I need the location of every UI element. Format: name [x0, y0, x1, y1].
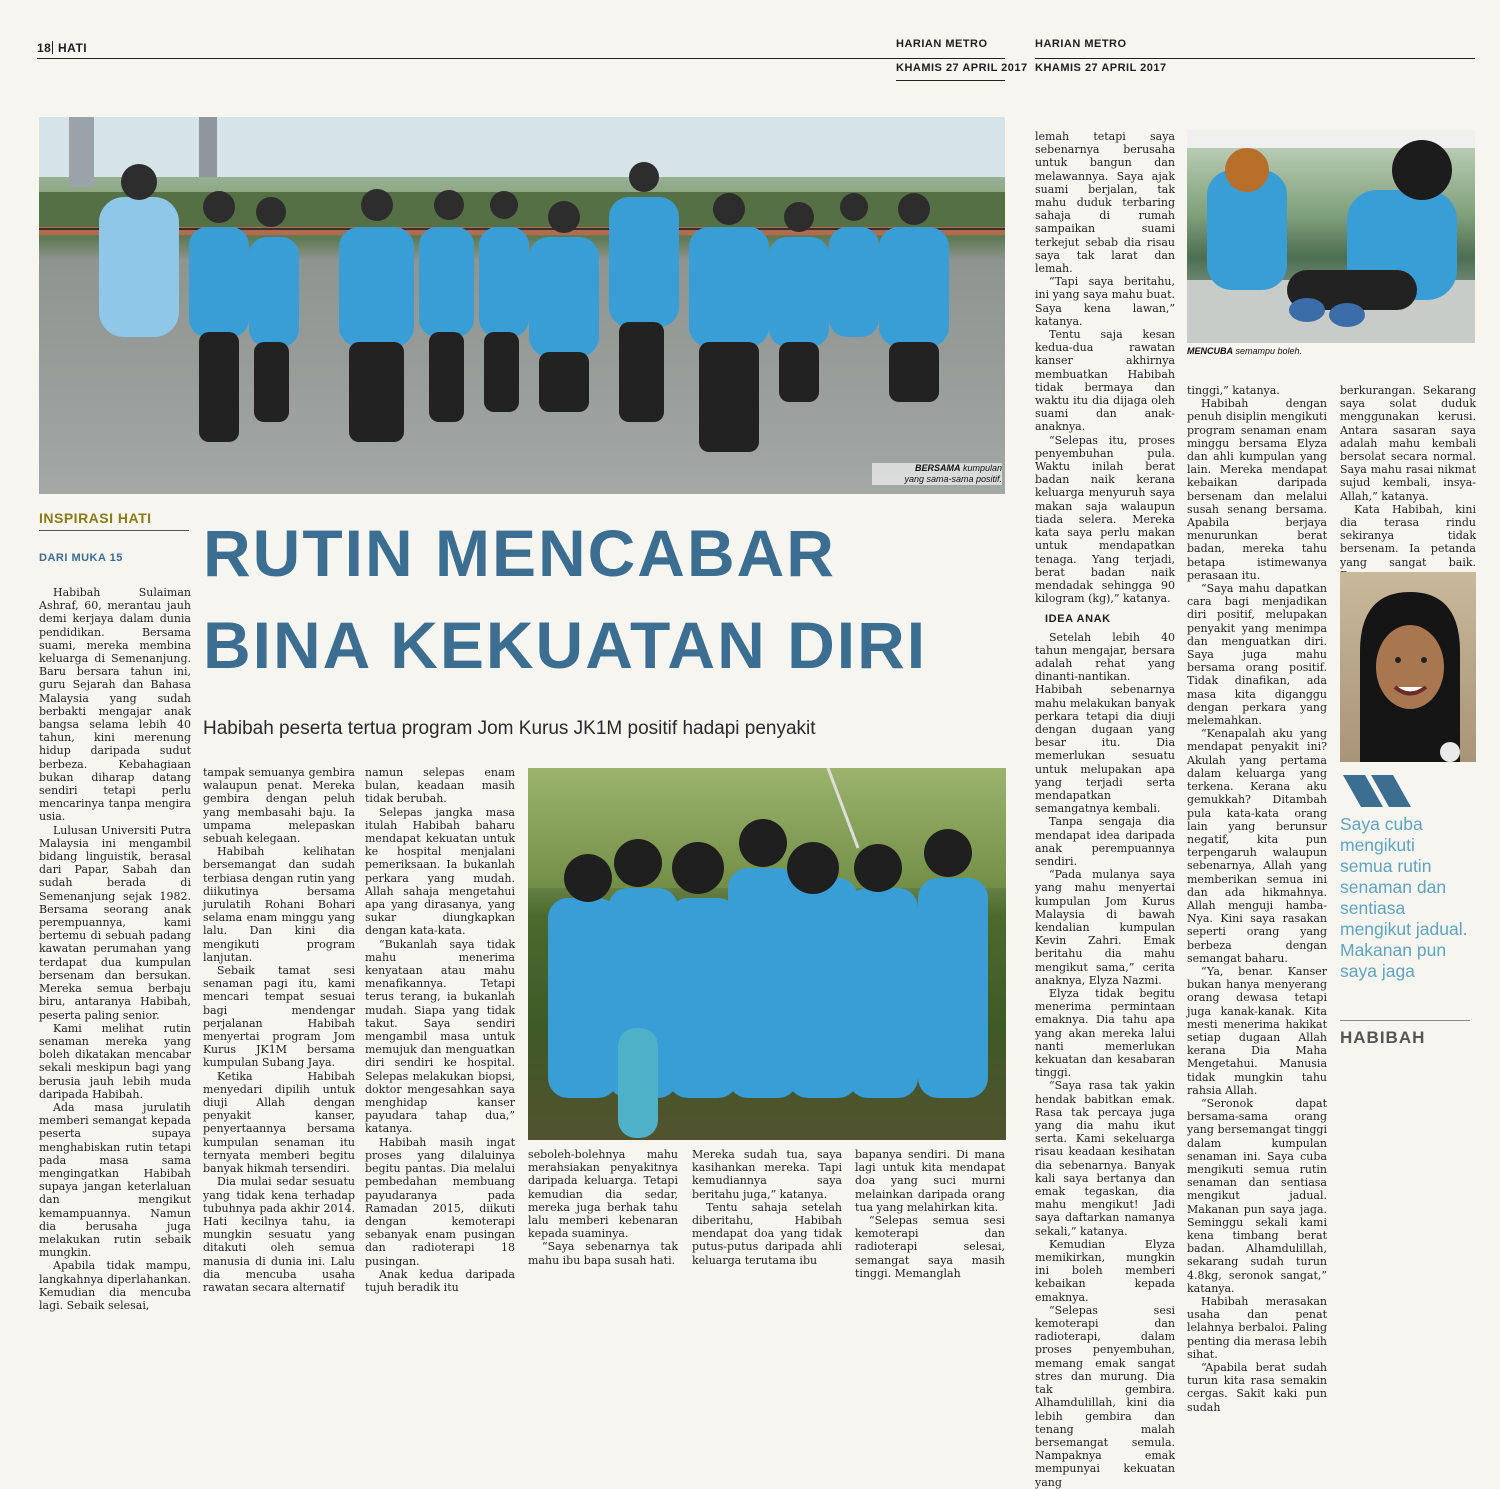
body-column-6	[855, 1148, 1005, 1280]
section-label: HATI	[58, 41, 88, 55]
publication-name-left: HARIAN METRO	[896, 38, 988, 50]
body-paragraph: Mereka sudah tua, saya kasihankan mereka. Tapi kemudiannya saya beritahu juga,” katanya.	[692, 1148, 842, 1201]
body-paragraph: “Selepas itu, proses penyembuhan pula. Waktu inilah berat badan naik kerana keluarga menyuruh saya makan saja walaupun tiada selera. Mereka kata saya perlu makan untuk mendapatkan tenaga. Yang terjadi, berat badan naik mendadak sehingga 90 kilogram (kg),” katanya.	[1035, 433, 1175, 606]
headline-line-1: RUTIN MENCABAR	[203, 516, 836, 590]
body-paragraph: Selepas jangka masa itulah Habibah baharu mendapat kekuatan untuk ke hospital menjalani pemeriksaan. Ia bukanlah perkara yang mudah. Allah sahaja mengetahui apa yang dirasanya, yang sukar diungkapkan dengan kata-kata.	[365, 805, 515, 938]
body-column-2	[203, 766, 355, 1294]
body-paragraph: Anak kedua daripada tujuh beradik itu	[365, 1267, 515, 1294]
group-selfie-photo	[528, 768, 1006, 1140]
body-paragraph: Sebaik tamat sesi senaman pagi itu, kami mencari tempat sesuai bagi mendengar perjalanan Habibah menyertai program Jom Kurus JK1M bersama kumpulan Subang Jaya.	[203, 964, 355, 1070]
body-paragraph: tampak semuanya gembira walaupun penat. Mereka gembira dengan peluh yang membasahi baju. Ia umpama melepaskan sebuah kelegaan.	[203, 766, 355, 846]
group-walking-scene	[39, 117, 1005, 494]
pull-quote-attribution: HABIBAH	[1340, 1028, 1426, 1047]
deck: Habibah peserta tertua program Jom Kurus JK1M positif hadapi penyakit	[203, 718, 816, 739]
body-paragraph: “Selepas semua sesi kemoterapi dan radioterapi selesai, semangat saya masih tinggi. Memanglah	[855, 1214, 1005, 1280]
body-paragraph: Kata Habibah, kini dia terasa rindu sekiranya tidak bersenam. Ia petanda yang sangat baik.	[1340, 502, 1476, 569]
headline-line-2: BINA KEKUATAN DIRI	[203, 608, 928, 682]
body-paragraph: “Saya mahu dapatkan cara bagi menjadikan diri positif, melupakan penyakit yang menimpa dan menguatkan diri. Saya juga mahu bersama orang positif. Tidak dinafikan, ada masa kita diganggu dengan perkara yang melemahkan.	[1187, 582, 1327, 728]
body-paragraph: Setelah lebih 40 tahun mengajar, bersara adalah rehat yang dinanti-nantikan. Habibah sebenarnya mahu melakukan banyak perkara tetapi dia diuji dengan dugaan yang besar itu. Dia memerlukan sesuatu untuk melupakan apa yang terjadi serta mendapatkan semangatnya kembali.	[1035, 630, 1175, 816]
publication-name-right: HARIAN METRO	[1035, 38, 1127, 50]
photo3-caption-lead: MENCUBA	[1187, 346, 1233, 356]
body-paragraph: tinggi,” katanya.	[1187, 384, 1280, 397]
body-paragraph: Habibah masih ingat proses yang dilaluinya begitu pantas. Dia melalui pembedahan membuang payudaranya pada Ramadan 2015, diikuti dengan kemoterapi sebanyak enam pusingan dan radioterapi 18 pusingan.	[365, 1135, 515, 1268]
body-paragraph: Ada masa jurulatih memberi semangat kepada peserta supaya menghabiskan rutin tetapi pada masa sama mengingatkan Habibah supaya jangan keterlaluan dan mengikut kemampuannya. Namun dia berusaha juga melakukan rutin sebaik mungkin.	[39, 1100, 191, 1260]
body-paragraph: Apabila tidak mampu, langkahnya diperlahankan. Kemudian dia mencuba lagi. Sebaik selesai,	[39, 1259, 191, 1312]
body-paragraph: Kami melihat rutin senaman mereka yang boleh dikatakan mencabar sekali meskipun bagi yang berusia jauh lebih muda daripada Habibah.	[39, 1021, 191, 1101]
header-divider	[52, 41, 53, 54]
body-column-4	[528, 1148, 678, 1276]
body-column-7	[1035, 130, 1175, 1489]
group-walking-photo	[39, 117, 1005, 494]
body-paragraph: “Tapi saya beritahu, ini yang saya mahu buat. Saya kena lawan,” katanya.	[1035, 275, 1175, 328]
stretching-photo	[1187, 130, 1475, 343]
quote-mark-icon	[1343, 775, 1411, 807]
date-right: KHAMIS 27 APRIL 2017	[1035, 62, 1167, 74]
body-paragraph: “Saya rasa tak yakin hendak babitkan emak. Rasa tak percaya juga yang dia mahu ikut serta. Kami sekeluarga risau keadaan kesihatan dia sebenarnya. Banyak kali saya bertanya dan emak tegaskan, dia mahu mengikut! Jadi saya daftarkan namanya sekali,” katanya.	[1035, 1079, 1175, 1238]
body-paragraph: Habibah merasakan usaha dan penat lelahnya berbaloi. Paling penting dia merasa lebih sihat.	[1187, 1295, 1327, 1361]
photo3-caption	[1187, 346, 1475, 357]
photo1-caption-text: kumpulan yang sama-sama positif.	[904, 463, 1002, 484]
header-rule-right	[1035, 58, 1475, 59]
body-column-8	[1187, 384, 1327, 1414]
group-selfie-scene	[528, 768, 1006, 1140]
header-rule-left	[37, 58, 1005, 59]
photo1-caption-lead: BERSAMA	[914, 463, 961, 473]
body-paragraph: Habibah Sulaiman Ashraf, 60, merantau jauh demi kerjaya dalam dunia pendidikan. Bersama suami, mereka membina keluarga di Semenanjung. Baru bersara tahun ini, guru Sejarah dan Bahasa Malaysia yang sudah berbakti mengajar anak bangsa selama lebih 40 tahun, kini merenung hidup daripada sudut berbeza. Kebahagiaan bukan diharap datang sendiri tetapi perlu mencarinya tanpa mengira usia.	[39, 586, 191, 824]
kicker-rule	[39, 530, 189, 531]
body-paragraph: lemah tetapi saya sebenarnya berusaha untuk bangun dan melawannya. Saya ajak suami berjalan, tak mahu duduk terbaring sahaja di rumah sampaikan suami terkejut sebab dia risau saya tak larat dan lemah.	[1035, 130, 1175, 276]
pull-quote-rule	[1340, 1020, 1470, 1021]
body-paragraph: Tentu sahaja setelah diberitahu, Habibah mendapat doa yang tidak putus-putus daripada ahli keluarga terutama ibu	[692, 1200, 842, 1267]
body-paragraph: Tanpa sengaja dia mendapat idea daripada anak perempuannya sendiri.	[1035, 815, 1175, 868]
pull-quote-text: Saya cuba mengikuti semua rutin senaman dan sentiasa mengikut jadual. Makanan pun saya jaga	[1340, 814, 1468, 981]
body-paragraph: “Bukanlah saya tidak mahu menerima kenyataan atau mahu menafikannya. Tetapi terus terang, ia bukanlah mudah. Siapa yang tidak takut. Saya sendiri mengambil masa untuk memujuk dan menguatkan diri sendiri ke hospital. Selepas melakukan biopsi, doktor mengesahkan saya menghidap kanser payudara tahap dua,” katanya.	[365, 937, 515, 1136]
body-paragraph: Kemudian Elyza memikirkan, mungkin ini boleh memberi kebaikan kepada emaknya.	[1035, 1237, 1175, 1304]
body-paragraph: “Pada mulanya saya yang mahu menyertai kumpulan Jom Kurus Malaysia di bawah kendalian kumpulan Kevin Zahri. Emak beritahu dia mahu mengikut sama,” cerita anaknya, Elyza Nazmi.	[1035, 868, 1175, 987]
body-paragraph: “Selepas sesi kemoterapi dan radioterapi, dalam proses penyembuhan, memang emak sangat stres dan murung. Dia tak gembira. Alhamdulillah, kini dia lebih gembira dan tenang malah bersemangat semula. Nampaknya emak mempunyai kekuatan yang	[1035, 1303, 1175, 1489]
photo3-caption-text: semampu boleh.	[1233, 346, 1303, 356]
body-paragraph: Ketika Habibah menyedari dipilih untuk diuji Allah dengan penyakit kanser, penyertaannya bersama kumpulan senaman itu ternyata memberi begitu banyak hikmah tersendiri.	[203, 1069, 355, 1176]
portrait-figure	[1340, 572, 1476, 762]
stretching-scene	[1187, 130, 1475, 343]
body-paragraph: Lulusan Universiti Putra Malaysia ini mengambil bidang linguistik, berasal dari Papar, Sabah dan sudah berada di Semenanjung sejak 1982. Bersama seorang anak perempuannya, kami bertemu di sebuah padang kawatan perumahan yang terdapat dua kumpulan bersenam dan bersukan. Mereka semua berbaju biru, antaranya Habibah, peserta paling senior.	[39, 823, 191, 1022]
body-paragraph: “Seronok dapat bersama-sama orang yang bersemangat tinggi dalam kumpulan senaman ini. Saya cuba mengikuti semua rutin senaman dan sentiasa mengikut jadual. Makanan pun saya jaga. Seminggu sekali kami kena timbang berat badan. Alhamdulillah, sekarang sudah turun 4.8kg, seronok sangat,” katanya.	[1187, 1096, 1327, 1295]
page-number: 18	[37, 41, 52, 55]
body-column-5	[692, 1148, 842, 1276]
from-page-label: DARI MUKA 15	[39, 552, 123, 564]
body-paragraph: berkurangan. Sekarang saya solat duduk menggunakan kerusi. Antara sasaran saya adalah mahu kembali bersolat secara normal. Saya mahu rasai nikmat sujud kembali, insya-Allah,” katanya.	[1340, 384, 1476, 503]
body-paragraph: “Kenapalah aku yang mendapat penyakit ini? Akulah yang pertama dalam keluarga yang terkena. Kerana aku gemukkah? Ditambah pula kata-kata orang lain yang berunsur negatif, kita pun terpengaruh walaupun sebenarnya, Allah yang memberikan semua ini dan ada hikmahnya. Allah menguji hamba-Nya. Kini saya rasakan seperti orang yang berbeza dengan semangat baharu.	[1187, 727, 1327, 965]
body-column-3	[365, 766, 515, 1294]
body-paragraph: bapanya sendiri. Di mana lagi untuk kita mendapat doa yang suci murni melainkan daripada orang tua yang melahirkan kita.	[855, 1148, 1005, 1214]
body-paragraph: namun selepas enam bulan, keadaan masih tidak berubah.	[365, 766, 515, 806]
body-paragraph: Tentu saja kesan kedua-dua rawatan kanser akhirnya membuatkan Habibah tidak bermaya dan waktu itu dia dijaga oleh suami dan anak-anaknya.	[1035, 328, 1175, 434]
body-paragraph: “Saya sebenarnya tak mahu ibu bapa susah hati.	[528, 1240, 678, 1267]
body-column-1	[39, 586, 191, 1312]
body-column-9	[1340, 384, 1476, 569]
body-paragraph: “Ya, benar. Kanser bukan hanya menyerang orang dewasa tetapi juga kanak-kanak. Kita mesti menerima hakikat setiap dugaan Allah kerana Dia Maha Mengetahui. Manusia tidak mungkin tahu rahsia Allah.	[1187, 964, 1327, 1097]
body-paragraph: seboleh-bolehnya mahu merahsiakan penyakitnya daripada keluarga. Tetapi kemudian dia sedar, mereka juga berhak tahu lalu memberi kebenaran kepada suaminya.	[528, 1148, 678, 1241]
habibah-portrait	[1340, 572, 1476, 762]
body-paragraph: Elyza tidak begitu menerima permintaan emaknya. Dia tahu apa yang akan mereka lalui nanti memerlukan kekuatan dan kesabaran tinggi.	[1035, 987, 1175, 1080]
header-rule-right-2	[896, 80, 1005, 81]
body-paragraph: “Apabila berat sudah turun kita rasa semakin cergas. Sakit kaki pun sudah	[1187, 1361, 1327, 1414]
body-paragraph: Habibah kelihatan bersemangat dan sudah terbiasa dengan rutin yang diikutinya bersama jurulatih Rohani Bohari selama enam minggu yang lalu. Dan kini dia mengikuti program lanjutan.	[203, 845, 355, 964]
kicker: INSPIRASI HATI	[39, 510, 152, 526]
body-paragraph: Habibah dengan penuh disiplin mengikuti program senaman enam minggu bersama Elyza dan ahli kumpulan yang lain. Mereka mendapat kebaikan daripada bersenam dan melalui susah senang bersama. Apabila berjaya menurunkan berat badan, mereka tahu betapa istimewanya perasaan itu.	[1187, 397, 1327, 582]
body-paragraph: Dia mulai sedar sesuatu yang tidak kena terhadap tubuhnya pada akhir 2014. Hati kecilnya tahu, ia mungkin sesuatu yang ditakuti oleh semua manusia di dunia ini. Lalu dia mencuba usaha rawatan secara alternatif	[203, 1175, 355, 1294]
photo1-caption	[872, 463, 1002, 485]
subhead-idea-anak: IDEA ANAK	[1045, 613, 1111, 626]
date-left: KHAMIS 27 APRIL 2017	[896, 62, 1028, 74]
